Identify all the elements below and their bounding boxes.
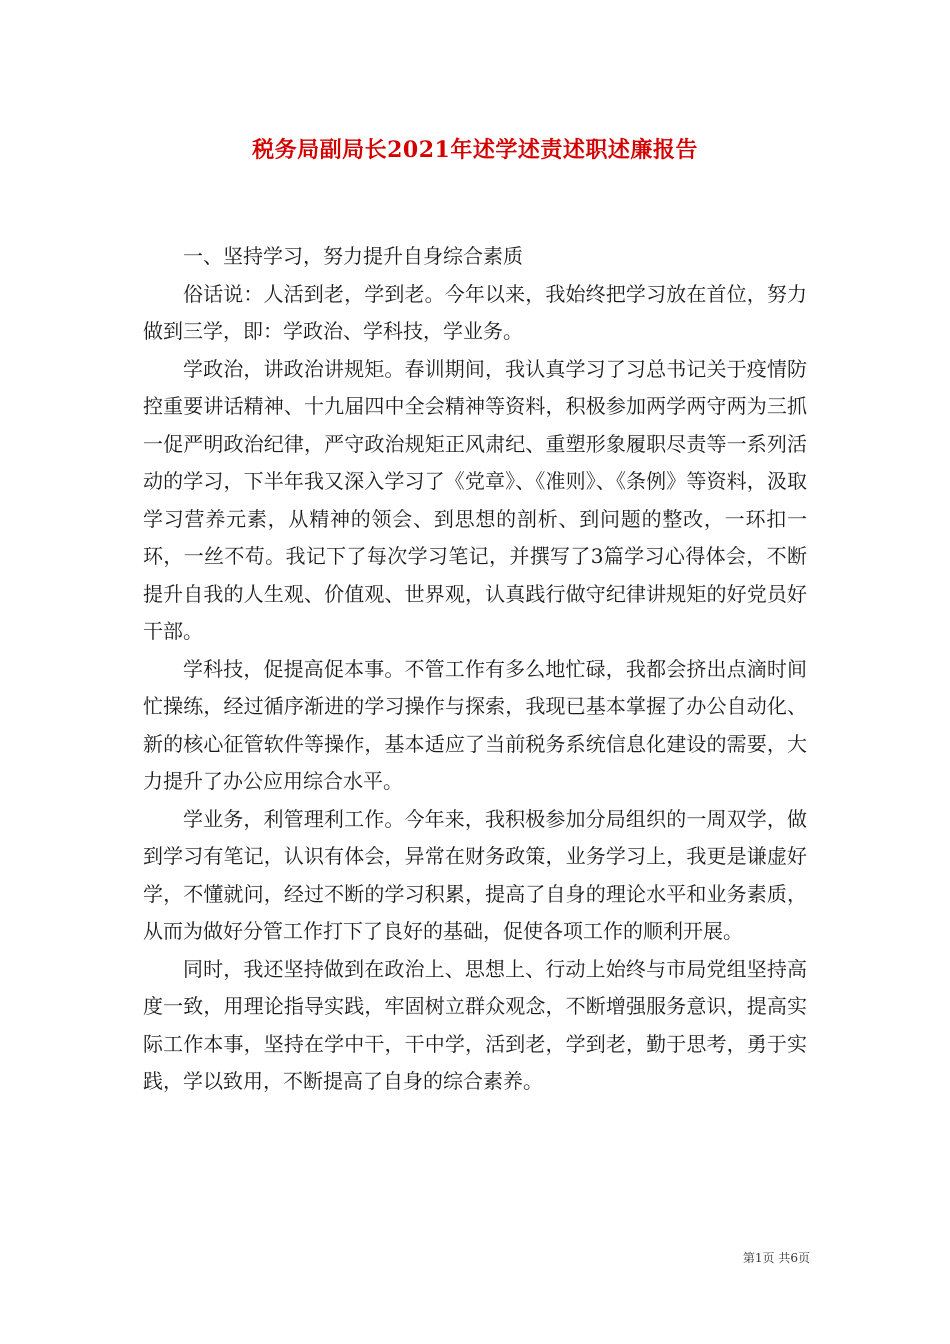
page-title: 税务局副局长2021年述学述责述职述廉报告 (252, 137, 698, 163)
paragraph-technology: 学科技，促提高促本事。不管工作有多么地忙碌，我都会挤出点滴时间忙操练，经过循序渐进的学习操作与探索，我现已基本掌握了办公自动化、新的核心征管软件等操作，基本适应了当前税务系统信息化建设的需要，大力提升了办公应用综合水平。 (143, 656, 807, 793)
paragraph-summary: 同时，我还坚持做到在政治上、思想上、行动上始终与市局党组坚持高度一致，用理论指导实践，牢固树立群众观念，不断增强服务意识，提高实际工作本事，坚持在学中干，干中学，活到老，学到老，勤于思考，勇于实践，学以致用，不断提高了自身的综合素养。 (143, 956, 807, 1093)
section-heading: 一、坚持学习，努力提升自身综合素质 (183, 244, 523, 268)
document-body (143, 238, 807, 1101)
page-number: 第1页 共6页 (742, 1251, 810, 1265)
paragraph-business: 学业务，利管理利工作。今年来，我积极参加分局组织的一周双学，做到学习有笔记，认识有体会，异常在财务政策，业务学习上，我更是谦虚好学，不懂就问，经过不断的学习积累，提高了自身的理论水平和业务素质，从而为做好分管工作打下了良好的基础，促使各项工作的顺利开展。 (143, 806, 807, 943)
paragraph-intro: 俗话说：人活到老，学到老。今年以来，我始终把学习放在首位，努力做到三学，即：学政治、学科技，学业务。 (143, 281, 807, 343)
paragraph-politics: 学政治，讲政治讲规矩。春训期间，我认真学习了习总书记关于疫情防控重要讲话精神、十九届四中全会精神等资料，积极参加两学两守两为三抓一促严明政治纪律，严守政治规矩正风肃纪、重塑形象履职尽责等一系列活动的学习，下半年我又深入学习了《党章》、《准则》、《条例》等资料，汲取学习营养元素，从精神的领会、到思想的剖析、到问题的整改，一环扣一环，一丝不苟。我记下了每次学习笔记，并撰写了3篇学习心得体会，不断提升自我的人生观、价值观、世界观，认真践行做守纪律讲规矩的好党员好干部。 (143, 356, 807, 643)
